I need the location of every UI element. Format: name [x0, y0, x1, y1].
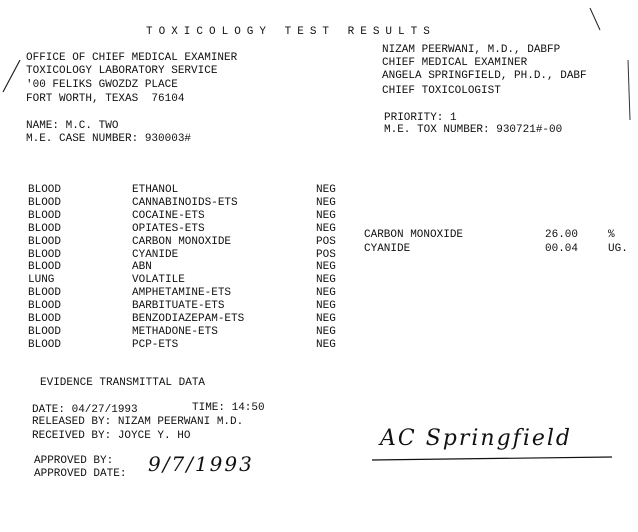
result-value: NEG: [316, 197, 336, 209]
result-row: [0, 313, 638, 326]
result-test: PCP-ETS: [132, 339, 179, 351]
result-row: [0, 274, 638, 287]
result-value: NEG: [316, 326, 336, 338]
result-value: NEG: [316, 274, 336, 286]
result-test: ETHANOL: [132, 184, 179, 196]
case-number: M.E. CASE NUMBER: 930003#: [26, 133, 192, 145]
quant-row: [0, 243, 638, 256]
staff-line-3: ANGELA SPRINGFIELD, PH.D., DABF: [382, 70, 587, 82]
result-value: NEG: [316, 210, 336, 222]
staff-line-1: NIZAM PEERWANI, M.D., DABFP: [382, 44, 561, 56]
result-test: CANNABINOIDS-ETS: [132, 197, 238, 209]
signature-line: [372, 457, 612, 460]
result-test: COCAINE-ETS: [132, 210, 205, 222]
result-row: [0, 339, 638, 352]
approved-by-label: APPROVED BY:: [34, 455, 114, 467]
evidence-time: TIME: 14:50: [192, 402, 265, 414]
report-title: TOXICOLOGY TEST RESULTS: [146, 26, 436, 38]
result-specimen: BLOOD: [28, 287, 62, 299]
result-specimen: BLOOD: [28, 236, 62, 248]
result-specimen: BLOOD: [28, 184, 62, 196]
margin-mark-left: [3, 60, 20, 92]
result-specimen: BLOOD: [28, 223, 62, 235]
result-specimen: BLOOD: [28, 261, 62, 273]
signature: AC Springfield: [380, 426, 572, 451]
result-value: NEG: [316, 339, 336, 351]
office-line-2: TOXICOLOGY LABORATORY SERVICE: [26, 65, 218, 77]
result-row: [0, 261, 638, 274]
released-by: RELEASED BY: NIZAM PEERWANI M.D.: [32, 416, 244, 428]
result-test: VOLATILE: [132, 274, 185, 286]
priority: PRIORITY: 1: [384, 112, 457, 124]
result-value: NEG: [316, 313, 336, 325]
quant-value: 00.04: [545, 243, 579, 255]
result-specimen: BLOOD: [28, 326, 62, 338]
quant-name: CYANIDE: [364, 243, 411, 255]
result-row: [0, 300, 638, 313]
result-test: OPIATES-ETS: [132, 223, 205, 235]
approved-date-label: APPROVED DATE:: [34, 468, 127, 480]
result-value: NEG: [316, 261, 336, 273]
staff-line-4: CHIEF TOXICOLOGIST: [382, 85, 501, 97]
result-test: ABN: [132, 261, 152, 273]
office-line-4: FORT WORTH, TEXAS 76104: [26, 93, 185, 105]
result-row: [0, 210, 638, 223]
result-specimen: BLOOD: [28, 339, 62, 351]
tox-number: M.E. TOX NUMBER: 930721#-00: [384, 124, 563, 136]
result-row: [0, 326, 638, 339]
result-row: [0, 287, 638, 300]
margin-mark-top-right: [590, 8, 600, 30]
office-line-3: '00 FELIKS GWOZDZ PLACE: [26, 79, 178, 91]
result-test: CYANIDE: [132, 249, 179, 261]
result-row: [0, 197, 638, 210]
quant-value: 26.00: [545, 229, 579, 241]
result-value: NEG: [316, 287, 336, 299]
margin-mark-right: [628, 60, 630, 120]
evidence-heading: EVIDENCE TRANSMITTAL DATA: [40, 377, 206, 389]
staff-line-2: CHIEF MEDICAL EXAMINER: [382, 57, 528, 69]
quant-name: CARBON MONOXIDE: [364, 229, 464, 241]
result-test: METHADONE-ETS: [132, 326, 218, 338]
result-specimen: BLOOD: [28, 210, 62, 222]
quant-row: [0, 229, 638, 242]
result-specimen: BLOOD: [28, 197, 62, 209]
result-value: NEG: [316, 300, 336, 312]
result-value: POS: [316, 249, 336, 261]
result-value: NEG: [316, 223, 336, 235]
result-specimen: BLOOD: [28, 313, 62, 325]
received-by: RECEIVED BY: JOYCE Y. HO: [32, 430, 191, 442]
result-specimen: BLOOD: [28, 249, 62, 261]
result-specimen: BLOOD: [28, 300, 62, 312]
approved-date-handwritten: 9/7/1993: [148, 452, 254, 476]
result-test: BENZODIAZEPAM-ETS: [132, 313, 245, 325]
office-line-1: OFFICE OF CHIEF MEDICAL EXAMINER: [26, 52, 238, 64]
result-test: AMPHETAMINE-ETS: [132, 287, 232, 299]
evidence-date: DATE: 04/27/1993: [32, 404, 138, 416]
result-test: BARBITUATE-ETS: [132, 300, 225, 312]
result-test: CARBON MONOXIDE: [132, 236, 232, 248]
case-name: NAME: M.C. TWO: [26, 120, 119, 132]
quant-unit: %: [608, 229, 615, 241]
quant-unit: UG.: [608, 243, 628, 255]
result-value: POS: [316, 236, 336, 248]
result-specimen: LUNG: [28, 274, 55, 286]
result-value: NEG: [316, 184, 336, 196]
result-row: [0, 184, 638, 197]
